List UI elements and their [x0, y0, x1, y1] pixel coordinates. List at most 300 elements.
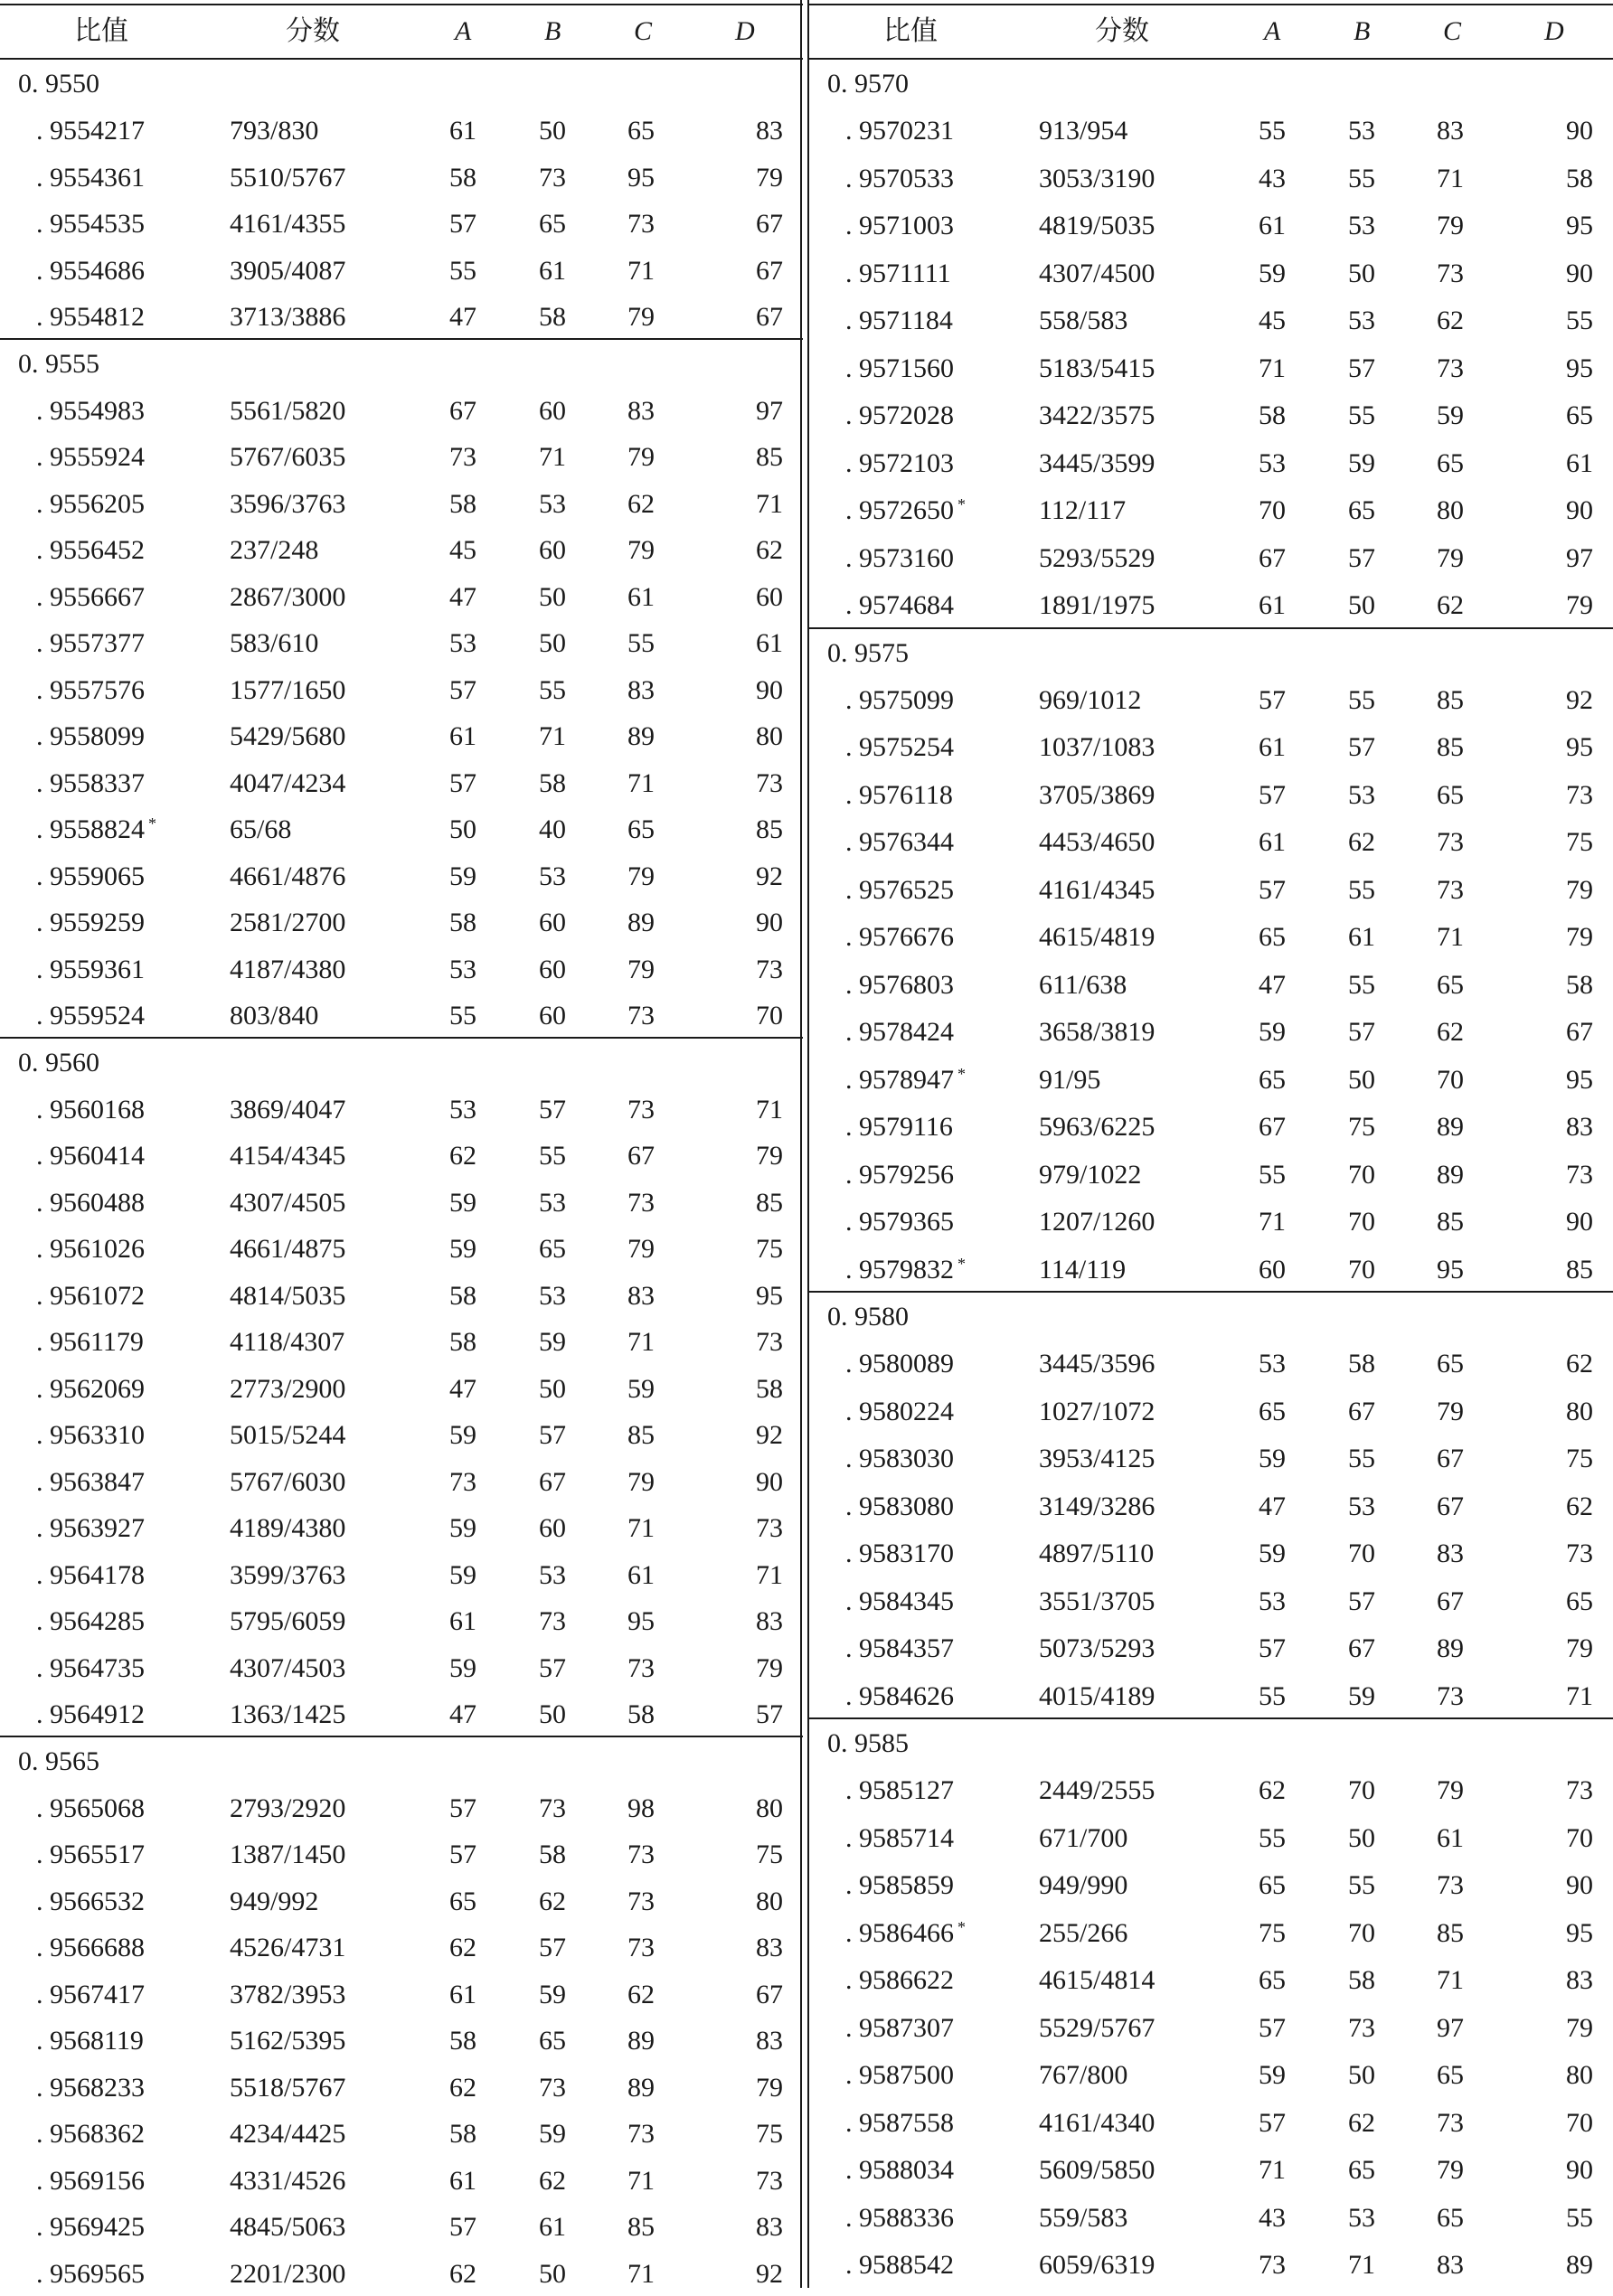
ratio-cell-text: . 9580089	[845, 1349, 954, 1379]
fraction-cell	[1039, 922, 1155, 953]
value-a-cell	[1259, 2155, 1286, 2186]
ratio-cell	[845, 1349, 954, 1379]
value-d-cell-text: 79	[1566, 922, 1593, 952]
value-a-cell	[1259, 2203, 1286, 2234]
value-a-cell-text: 59	[449, 1420, 476, 1450]
ratio-cell	[36, 1095, 145, 1125]
value-c-cell-text: 71	[627, 768, 655, 798]
ratio-cell	[36, 1980, 145, 2010]
value-b-cell	[1348, 732, 1375, 763]
value-a-cell-text: 59	[449, 1560, 476, 1590]
value-a-cell-text: 59	[1259, 1017, 1286, 1047]
fraction-cell-text: 2867/3000	[230, 582, 345, 612]
value-c-cell-text: 61	[1437, 1823, 1464, 1853]
table-row	[0, 814, 803, 851]
fraction-cell	[230, 1001, 318, 1031]
ratio-cell-text: . 9557377	[36, 628, 145, 658]
fraction-cell	[230, 1374, 345, 1405]
value-a-cell-text: 57	[1259, 2108, 1286, 2138]
ratio-cell-text: . 9587500	[845, 2060, 954, 2090]
value-c-cell	[627, 628, 655, 659]
fraction-cell	[1039, 590, 1155, 621]
value-d-cell	[756, 1840, 783, 1870]
ratio-cell-text: . 9578424	[845, 1017, 954, 1047]
fraction-cell-text: 4161/4340	[1039, 2108, 1155, 2138]
ratio-cell	[845, 1207, 954, 1237]
section-title: 0. 9580	[827, 1302, 909, 1332]
fraction-cell	[1039, 875, 1155, 906]
fraction-cell-text: 949/990	[1039, 1870, 1127, 1900]
value-d-cell	[1566, 1775, 1593, 1806]
value-d-cell	[756, 1327, 783, 1358]
ratio-cell-text: . 9554686	[36, 256, 145, 286]
value-b-cell	[539, 396, 566, 427]
value-b-cell-text: 75	[1348, 1112, 1375, 1142]
value-b-cell-text: 55	[1348, 164, 1375, 193]
table-row	[809, 1870, 1613, 1906]
value-c-cell	[1437, 1775, 1464, 1806]
value-a-cell	[1259, 827, 1286, 858]
value-b-cell-text: 53	[1348, 211, 1375, 240]
ratio-cell	[845, 2250, 954, 2281]
value-d-cell-text: 62	[1566, 1349, 1593, 1379]
table-row	[0, 163, 803, 199]
fraction-cell-text: 237/248	[230, 535, 318, 565]
value-c-cell-text: 89	[627, 908, 655, 937]
fraction-cell-text: 3705/3869	[1039, 780, 1155, 810]
ratio-cell-text: . 9583170	[845, 1539, 954, 1568]
value-a-cell	[1259, 1918, 1286, 1949]
header-d: D	[735, 5, 755, 58]
value-a-cell-text: 45	[1259, 306, 1286, 335]
value-d-cell	[756, 1141, 783, 1172]
value-c-cell	[627, 116, 655, 146]
value-d-cell-text: 90	[1566, 259, 1593, 288]
table-row	[809, 2250, 1613, 2286]
ratio-cell	[36, 1374, 145, 1405]
fraction-cell	[230, 1327, 344, 1358]
ratio-cell-text: . 9585859	[845, 1870, 954, 1900]
value-d-cell	[1566, 1823, 1593, 1854]
table-row	[0, 1001, 803, 1037]
value-a-cell	[449, 302, 476, 333]
value-d-cell-text: 71	[1566, 1681, 1593, 1711]
value-c-cell	[627, 2212, 655, 2243]
value-a-cell-text: 57	[449, 1840, 476, 1869]
value-d-cell-text: 67	[756, 1980, 783, 2009]
ratio-cell	[36, 535, 145, 566]
value-d-cell-text: 79	[756, 163, 783, 193]
table-section	[809, 1717, 1613, 2289]
value-b-cell	[539, 1653, 566, 1684]
value-d-cell-text: 62	[756, 535, 783, 565]
value-b-cell	[1348, 1539, 1375, 1569]
value-a-cell	[1259, 1491, 1286, 1522]
value-d-cell	[1566, 164, 1593, 194]
ratio-cell-text: . 9574684	[845, 590, 954, 620]
fraction-cell-text: 4615/4814	[1039, 1965, 1155, 1995]
value-d-cell-text: 75	[756, 2119, 783, 2149]
value-c-cell-text: 61	[627, 582, 655, 612]
value-a-cell	[1259, 732, 1286, 763]
value-d-cell-text: 83	[756, 2026, 783, 2056]
ratio-cell	[845, 2108, 954, 2139]
ratio-cell-text: . 9556452	[36, 535, 145, 565]
fraction-cell-text: 5795/6059	[230, 1606, 345, 1636]
ratio-cell	[36, 256, 145, 287]
value-c-cell	[627, 1001, 655, 1031]
value-b-cell	[539, 1095, 566, 1125]
value-b-cell	[1348, 448, 1375, 479]
fraction-cell-text: 4154/4345	[230, 1141, 345, 1171]
ratio-cell-text: . 9554361	[36, 163, 145, 193]
fraction-cell-text: 3149/3286	[1039, 1491, 1155, 1521]
footnote-star: *	[148, 814, 156, 833]
ratio-cell	[845, 400, 954, 431]
value-b-cell-text: 57	[1348, 1586, 1375, 1616]
value-c-cell	[1437, 495, 1464, 526]
value-b-cell	[1348, 1444, 1375, 1474]
value-b-cell-text: 70	[1348, 1775, 1375, 1805]
value-a-cell	[449, 1234, 476, 1265]
value-a-cell	[1259, 1681, 1286, 1712]
value-d-cell	[756, 1887, 783, 1917]
value-c-cell	[627, 1887, 655, 1917]
value-c-cell-text: 89	[627, 2073, 655, 2103]
value-a-cell-text: 57	[1259, 2013, 1286, 2043]
table-row	[0, 1793, 803, 1830]
fraction-cell-text: 4453/4650	[1039, 827, 1155, 857]
value-d-cell-text: 73	[756, 1513, 783, 1543]
value-c-cell	[1437, 1017, 1464, 1048]
value-a-cell-text: 59	[1259, 259, 1286, 288]
value-c-cell	[1437, 116, 1464, 146]
value-a-cell	[449, 628, 476, 659]
value-d-cell	[756, 1653, 783, 1684]
value-d-cell-text: 83	[1566, 1112, 1593, 1142]
fraction-cell-text: 4307/4503	[230, 1653, 345, 1683]
value-c-cell-text: 73	[1437, 827, 1464, 857]
value-c-cell	[627, 163, 655, 193]
value-c-cell	[1437, 306, 1464, 336]
value-a-cell	[449, 1560, 476, 1591]
fraction-cell	[1039, 1775, 1155, 1806]
ratio-cell-text: . 9583030	[845, 1444, 954, 1473]
value-b-cell-text: 61	[539, 2212, 566, 2242]
value-b-cell-text: 50	[1348, 1065, 1375, 1095]
ratio-cell	[845, 1065, 954, 1096]
value-d-cell-text: 73	[1566, 1775, 1593, 1805]
value-a-cell-text: 71	[1259, 353, 1286, 383]
ratio-cell-text: . 9564912	[36, 1699, 145, 1729]
value-b-cell	[1348, 1112, 1375, 1143]
fraction-cell	[1039, 1065, 1100, 1096]
value-b-cell	[1348, 1586, 1375, 1617]
value-a-cell	[1259, 685, 1286, 716]
value-b-cell	[1348, 827, 1375, 858]
value-c-cell-text: 79	[627, 1467, 655, 1497]
table-row	[0, 1653, 803, 1689]
table-section	[809, 627, 1613, 1294]
ratio-cell-text: . 9560414	[36, 1141, 145, 1171]
table-section	[0, 338, 803, 1039]
value-b-cell-text: 73	[539, 2073, 566, 2103]
ratio-cell	[845, 1633, 954, 1664]
value-c-cell	[1437, 732, 1464, 763]
value-d-cell	[1566, 1207, 1593, 1237]
value-d-cell	[1566, 732, 1593, 763]
fraction-cell-text: 4331/4526	[230, 2166, 345, 2196]
value-c-cell-text: 83	[1437, 116, 1464, 146]
table-row	[0, 1840, 803, 1876]
fraction-cell	[230, 955, 345, 985]
value-b-cell-text: 65	[1348, 495, 1375, 525]
value-c-cell-text: 71	[1437, 164, 1464, 193]
value-d-cell	[1566, 211, 1593, 241]
value-d-cell-text: 58	[1566, 164, 1593, 193]
value-b-cell-text: 57	[539, 1653, 566, 1683]
value-a-cell-text: 53	[449, 1095, 476, 1124]
value-a-cell	[449, 814, 476, 845]
table-row	[0, 1234, 803, 1270]
value-a-cell	[449, 1980, 476, 2010]
fraction-cell	[1039, 448, 1155, 479]
table-row	[809, 400, 1613, 437]
table-header	[0, 5, 803, 60]
fraction-cell-text: 2201/2300	[230, 2259, 345, 2289]
value-d-cell-text: 79	[1566, 590, 1593, 620]
fraction-cell-text: 3869/4047	[230, 1095, 345, 1124]
fraction-cell	[230, 768, 345, 799]
value-c-cell	[627, 1699, 655, 1730]
table-row	[0, 908, 803, 944]
value-c-cell	[627, 256, 655, 287]
value-b-cell-text: 53	[1348, 780, 1375, 810]
fraction-cell-text: 4161/4345	[1039, 875, 1155, 905]
value-c-cell	[627, 582, 655, 613]
value-c-cell	[627, 955, 655, 985]
value-d-cell-text: 95	[1566, 211, 1593, 240]
fraction-cell-text: 5561/5820	[230, 396, 345, 426]
value-d-cell-text: 60	[756, 582, 783, 612]
value-b-cell-text: 73	[1348, 2013, 1375, 2043]
value-c-cell-text: 95	[627, 163, 655, 193]
value-d-cell-text: 70	[1566, 1823, 1593, 1853]
value-a-cell-text: 47	[449, 1374, 476, 1404]
fraction-cell-text: 2773/2900	[230, 1374, 345, 1404]
table-row	[809, 116, 1613, 152]
fraction-cell	[230, 163, 345, 193]
table-row	[0, 768, 803, 805]
ratio-cell	[845, 164, 954, 194]
value-a-cell-text: 43	[1259, 164, 1286, 193]
value-a-cell-text: 57	[449, 768, 476, 798]
table-row	[0, 535, 803, 571]
value-a-cell	[1259, 1207, 1286, 1237]
value-c-cell	[1437, 211, 1464, 241]
value-b-cell-text: 60	[539, 535, 566, 565]
value-a-cell	[449, 1887, 476, 1917]
table-row	[809, 1444, 1613, 1480]
value-d-cell-text: 90	[1566, 1207, 1593, 1237]
value-c-cell-text: 70	[1437, 1065, 1464, 1095]
table-row	[0, 955, 803, 991]
value-a-cell	[1259, 353, 1286, 384]
fraction-cell-text: 4897/5110	[1039, 1539, 1154, 1568]
table-row	[0, 1606, 803, 1642]
value-a-cell-text: 65	[1259, 1397, 1286, 1426]
value-a-cell	[1259, 1349, 1286, 1379]
value-c-cell-text: 89	[1437, 1160, 1464, 1190]
value-a-cell	[449, 1095, 476, 1125]
value-d-cell	[756, 2212, 783, 2243]
value-b-cell	[1348, 1633, 1375, 1664]
value-b-cell-text: 59	[539, 1327, 566, 1357]
fraction-cell	[230, 1887, 318, 1917]
footnote-star: *	[957, 1255, 966, 1274]
value-a-cell	[449, 1513, 476, 1544]
value-d-cell-text: 57	[756, 1699, 783, 1729]
value-b-cell-text: 53	[1348, 1491, 1375, 1521]
value-c-cell	[627, 209, 655, 240]
value-a-cell	[1259, 875, 1286, 906]
value-d-cell	[756, 721, 783, 752]
value-c-cell-text: 59	[1437, 400, 1464, 430]
value-c-cell	[627, 1560, 655, 1591]
value-d-cell	[756, 489, 783, 520]
value-a-cell	[1259, 1255, 1286, 1285]
ratio-cell	[36, 1840, 145, 1870]
header-a: A	[1264, 5, 1280, 58]
fraction-cell	[1039, 1349, 1155, 1379]
value-c-cell	[1437, 2108, 1464, 2139]
ratio-cell-text: . 9559259	[36, 908, 145, 937]
header-a: A	[455, 5, 471, 58]
value-c-cell	[1437, 780, 1464, 811]
value-d-cell-text: 79	[1566, 875, 1593, 905]
fraction-cell-text: 2793/2920	[230, 1793, 345, 1823]
ratio-cell-text: . 9573160	[845, 543, 954, 573]
ratio-cell-text: . 9554983	[36, 396, 145, 426]
fraction-cell	[230, 1281, 345, 1312]
value-b-cell-text: 53	[539, 1560, 566, 1590]
value-b-cell	[1348, 1017, 1375, 1048]
value-a-cell-text: 65	[1259, 1065, 1286, 1095]
value-c-cell	[1437, 400, 1464, 431]
value-a-cell	[1259, 1017, 1286, 1048]
table-row	[0, 1980, 803, 2016]
value-c-cell-text: 79	[627, 955, 655, 984]
value-b-cell	[539, 1327, 566, 1358]
value-a-cell-text: 57	[1259, 1633, 1286, 1663]
value-b-cell-text: 70	[1348, 1918, 1375, 1948]
value-b-cell	[1348, 543, 1375, 574]
value-b-cell-text: 65	[539, 2026, 566, 2056]
value-a-cell	[449, 1653, 476, 1684]
value-b-cell-text: 50	[539, 1699, 566, 1729]
value-c-cell-text: 79	[1437, 1397, 1464, 1426]
fraction-cell	[1039, 2060, 1127, 2091]
fraction-cell-text: 2449/2555	[1039, 1775, 1155, 1805]
value-b-cell	[1348, 1823, 1375, 1854]
value-a-cell-text: 47	[1259, 970, 1286, 1000]
value-c-cell-text: 95	[1437, 1255, 1464, 1284]
value-d-cell	[1566, 780, 1593, 811]
value-c-cell-text: 89	[627, 721, 655, 751]
value-c-cell-text: 65	[1437, 970, 1464, 1000]
value-d-cell-text: 80	[1566, 2060, 1593, 2090]
value-c-cell-text: 85	[1437, 685, 1464, 715]
value-c-cell	[627, 1467, 655, 1498]
value-a-cell-text: 53	[1259, 1586, 1286, 1616]
fraction-cell-text: 3599/3763	[230, 1560, 345, 1590]
value-c-cell-text: 62	[627, 489, 655, 519]
section-title: 0. 9565	[18, 1746, 99, 1777]
value-a-cell	[1259, 590, 1286, 621]
value-d-cell	[756, 1793, 783, 1824]
value-a-cell	[449, 256, 476, 287]
ratio-cell	[845, 1112, 953, 1143]
value-a-cell-text: 53	[449, 955, 476, 984]
fraction-cell-text: 4234/4425	[230, 2119, 345, 2149]
value-c-cell	[1437, 1633, 1464, 1664]
ratio-cell	[36, 1933, 145, 1963]
value-b-cell-text: 55	[1348, 970, 1375, 1000]
table-row	[809, 353, 1613, 390]
table-section	[809, 60, 1613, 629]
ratio-cell-text: . 9568233	[36, 2073, 145, 2103]
ratio-cell-text: . 9579256	[845, 1160, 954, 1190]
ratio-cell	[36, 675, 145, 706]
value-a-cell-text: 61	[449, 1606, 476, 1636]
value-c-cell	[627, 1188, 655, 1219]
ratio-cell	[845, 1775, 954, 1806]
table-row	[0, 1374, 803, 1410]
value-c-cell	[627, 1933, 655, 1963]
fraction-cell	[230, 1699, 345, 1730]
value-d-cell	[756, 1467, 783, 1498]
ratio-cell	[845, 211, 954, 241]
value-d-cell	[1566, 1870, 1593, 1901]
value-a-cell	[449, 1420, 476, 1451]
ratio-cell	[845, 732, 954, 763]
ratio-cell-text: . 9575254	[845, 732, 954, 762]
value-b-cell	[539, 2166, 566, 2197]
value-b-cell-text: 58	[1348, 1349, 1375, 1379]
fraction-cell	[230, 535, 318, 566]
value-c-cell-text: 73	[627, 1933, 655, 1962]
value-a-cell-text: 59	[1259, 1444, 1286, 1473]
value-c-cell-text: 73	[1437, 1870, 1464, 1900]
value-b-cell	[1348, 1255, 1375, 1285]
value-d-cell	[756, 256, 783, 287]
value-a-cell-text: 58	[449, 2026, 476, 2056]
value-a-cell	[1259, 1065, 1286, 1096]
value-a-cell	[449, 1141, 476, 1172]
fraction-cell	[1039, 827, 1155, 858]
value-c-cell	[627, 489, 655, 520]
value-a-cell	[449, 861, 476, 892]
value-d-cell-text: 90	[1566, 2155, 1593, 2185]
value-b-cell-text: 60	[539, 1513, 566, 1543]
value-b-cell	[539, 209, 566, 240]
table-row	[809, 448, 1613, 485]
table-row	[0, 2026, 803, 2062]
value-a-cell	[449, 1467, 476, 1498]
value-d-cell-text: 83	[756, 2212, 783, 2242]
value-b-cell	[539, 1188, 566, 1219]
fraction-cell	[230, 2119, 345, 2150]
